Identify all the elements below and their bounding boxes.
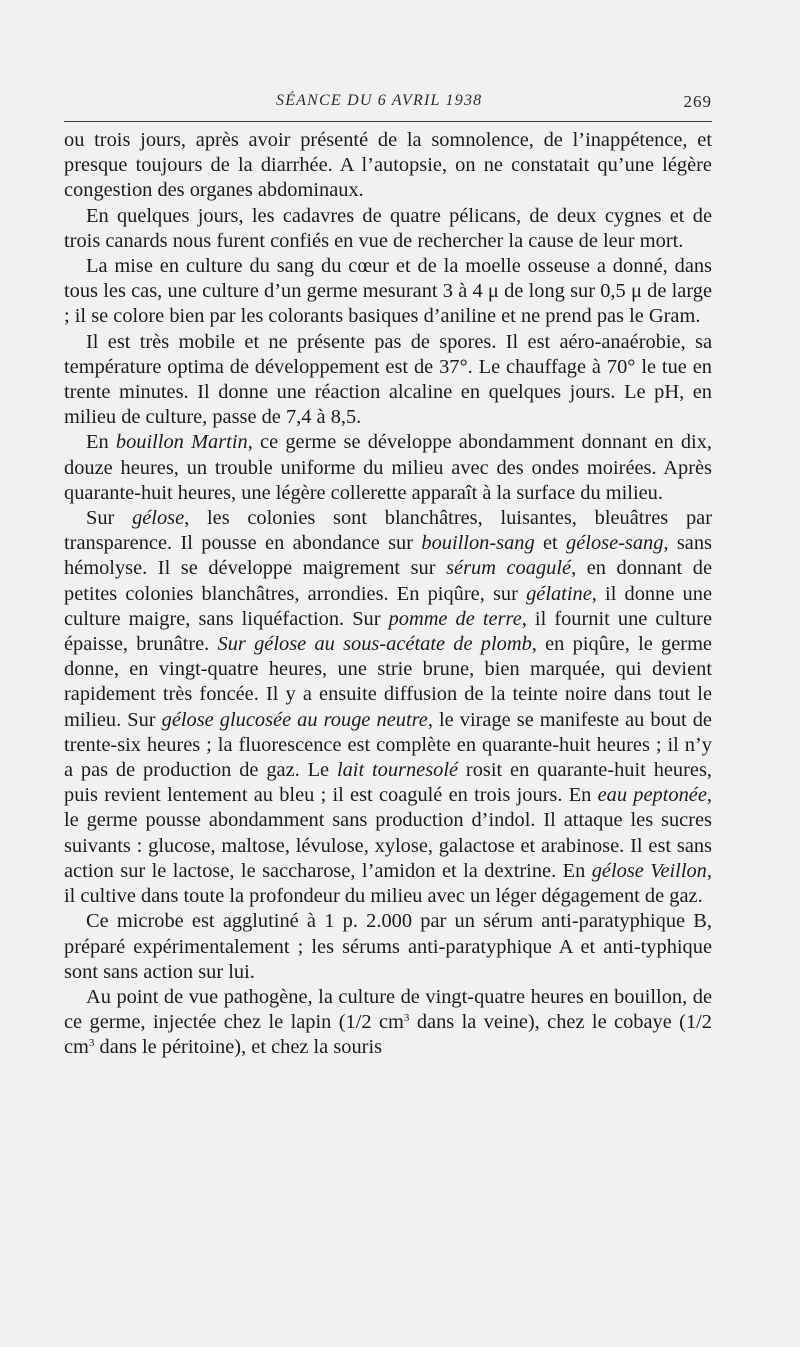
italic-term: sérum coagulé: [446, 557, 572, 580]
paragraph: Ce microbe est agglutiné à 1 p. 2.000 par un sérum anti-paratyphique B, préparé expérimentalement ; les sérums anti-paratyphique A et anti-typhique sont sans action sur lui.: [64, 910, 712, 983]
italic-term: pomme de terre: [388, 607, 522, 630]
paragraph: [64, 430, 712, 506]
italic-term: lait tournesolé: [336, 759, 459, 782]
paragraph: La mise en culture du sang du cœur et de la moelle osseuse a donné, dans tous les cas, une culture d’un germe mesurant 3 à 4 μ de long sur 0,5 μ de large ; il se colore bien par les colorants basiques d’aniline et ne prend pas le Gram.: [64, 255, 712, 328]
text-run: rosit en quarante-huit heures, puis revient lentement au bleu ; il est coagulé en trois jours. En: [64, 759, 713, 807]
text-run: , il donne une culture maigre, sans liquéfaction. Sur: [64, 582, 712, 630]
text-run: dans la veine), chez le cobaye (1/2 cm: [64, 1011, 712, 1059]
paragraph: [64, 985, 712, 1061]
body-text: [64, 128, 712, 1061]
text-run: et: [534, 532, 567, 555]
italic-term: bouillon Martin: [115, 431, 248, 454]
paragraph: ou trois jours, après avoir présenté de la somnolence, de l’inappétence, et presque toujours de la diarrhée. A l’autopsie, on ne constatait qu’une légère congestion des organes abdominaux.: [64, 129, 712, 202]
text-run: Sur: [86, 507, 133, 530]
italic-term: bouillon-sang: [421, 532, 535, 555]
text-run: , les colonies sont blanchâtres, luisantes, bleuâtres par transparence. Il pousse en abondance sur: [64, 507, 712, 555]
paragraph: En quelques jours, les cadavres de quatre pélicans, de deux cygnes et de trois canards nous furent confiés en vue de rechercher la cause de leur mort.: [64, 204, 712, 252]
superscript: 3: [88, 1037, 95, 1050]
paragraph: [64, 506, 712, 909]
text-run: , il fournit une culture épaisse, brunâtre.: [64, 607, 712, 656]
italic-term: gélose Veillon: [591, 859, 707, 882]
text-run: , le virage se manifeste au bout de trente-six heures ; la fluorescence est complète en quarante-huit heures ; il n’y a pas de production de gaz. Le: [64, 708, 712, 782]
italic-term: eau peptonée: [597, 784, 707, 807]
running-title: SÉANCE DU 6 AVRIL 1938: [276, 92, 483, 109]
text-run: Au point de vue pathogène, la culture de vingt-quatre heures en bouillon, de ce germe, injectée chez le lapin (1/2 cm: [64, 985, 712, 1034]
italic-term: gélatine: [526, 582, 592, 605]
page-number: 269: [683, 92, 712, 111]
text-run: , sans hémolyse. Il se développe maigrement sur: [64, 532, 712, 580]
text-run: dans le péritoine), et chez la souris: [94, 1036, 383, 1059]
text-run: , il cultive dans toute la profondeur du milieu avec un léger dégagement de gaz.: [64, 859, 712, 908]
header-rule: [64, 121, 712, 122]
text-run: , ce germe se développe abondamment donnant en dix, douze heures, un trouble uniforme du milieu avec des ondes moirées. Après quarante-huit heures, une légère collerette apparaît à la surface du milieu.: [64, 431, 713, 504]
text-run: , le germe pousse abondamment sans production d’indol. Il attaque les sucres suivants : glucose, maltose, lévulose, xylose, galactose et arabinose. Il est sans action sur le lactose, le saccharose, l’amidon et la dextrine. En: [64, 784, 713, 882]
text-run: , en piqûre, le germe donne, en vingt-quatre heures, une strie brune, bien marquée, qui devient rapidement très foncée. Il y a ensuite diffusion de la teinte noire dans tout le milieu. Sur: [64, 633, 712, 731]
italic-term: gélose-sang: [566, 532, 664, 555]
italic-term: gélose glucosée au rouge neutre: [161, 708, 428, 731]
italic-term: gélose: [132, 507, 185, 530]
superscript: 3: [403, 1012, 410, 1025]
running-header: [64, 88, 712, 114]
italic-term: Sur gélose au sous-acétate de plomb: [217, 633, 532, 656]
paragraph: Il est très mobile et ne présente pas de spores. Il est aéro-anaérobie, sa température optima de développement est de 37°. Le chauffage à 70° le tue en trente minutes. Il donne une réaction alcaline en quelques jours. Le pH, en milieu de culture, passe de 7,4 à 8,5.: [64, 330, 712, 429]
text-run: En: [86, 431, 116, 454]
text-run: , en donnant de petites colonies blanchâtres, arrondies. En piqûre, sur: [64, 557, 713, 605]
